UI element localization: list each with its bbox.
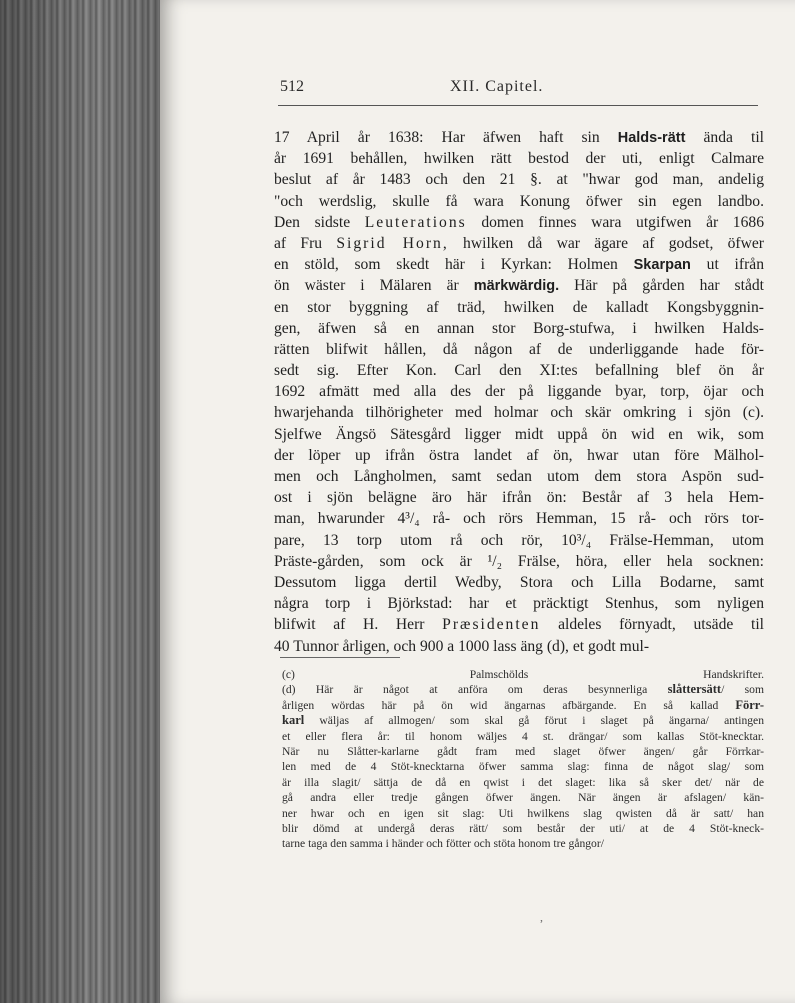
text-segment: rätten blifwit hållen, då någon af de underliggande hade för-: [274, 340, 764, 358]
text-segment: (d) Här är något at anföra om deras besynnerliga: [282, 683, 668, 697]
body-line: [274, 169, 764, 190]
bold-term: karl: [282, 713, 305, 728]
text-segment: år 1691 behållen, hwilken rätt bestod der uti, enligt Calmare: [274, 150, 764, 168]
text-segment: men och Långholmen, samt sedan utom dem stora Aspön sud-: [274, 468, 764, 485]
body-line: [274, 614, 764, 635]
text-segment: Sjelfwe Ängsö Sätesgård ligger midt uppå ön wid en wik, som: [274, 425, 764, 443]
body-line: [274, 424, 764, 445]
book-edge-shadow: [0, 0, 160, 1003]
footnote-line: [282, 729, 764, 744]
text-segment: blifwit af H. Herr: [274, 616, 443, 634]
footnote-separator: [280, 657, 400, 658]
body-line: [274, 191, 764, 212]
bold-term: Förr-: [735, 697, 764, 712]
text-segment: beslut af år 1483 och den 21 §. at "hwar god man, andelig: [274, 171, 764, 189]
text-segment: len med de 4 Stöt-knecktarna öfwer samma slag: finna de något slag/ som: [282, 760, 764, 774]
text-segment: ut ifrån: [690, 256, 764, 274]
body-line: [274, 339, 764, 360]
body-line: [274, 551, 764, 572]
text-segment: sedt sig. Efter Kon. Carl den XI:tes befallning blef ön år: [274, 362, 764, 380]
text-segment: gen, äfwen så en annan stor Borg-stufwa, i hwilken Halds-: [274, 319, 764, 337]
text-segment: hwarjehanda tilhörigheter med holmar och skär omkring i sjön (c).: [274, 404, 764, 422]
text-segment: af Fru: [274, 234, 337, 252]
text-segment: domen finnes wara utgifwen år 1686: [466, 213, 764, 231]
body-line: [274, 254, 764, 275]
spaced-term: Leuterations: [364, 213, 467, 231]
text-segment: ön wäster i Mälaren är: [274, 277, 474, 295]
footnote-line: [282, 836, 764, 851]
text-segment: Den sidste: [274, 213, 365, 231]
main-body-text: [274, 127, 764, 657]
bold-term: Halds-rätt: [617, 130, 686, 146]
text-segment: pare, 13 torp utom rå och rör, 10³/₄ Frälse-Hemman, utom: [274, 531, 764, 549]
footnote-line: [282, 744, 764, 759]
text-segment: När nu Slåtter-karlarne gådt fram med slaget öfwer ängen/ går Förrkar-: [282, 744, 764, 758]
body-line: [274, 530, 764, 551]
spaced-term: Præsidenten: [442, 616, 541, 634]
chapter-title: XII. Capitel.: [450, 78, 544, 95]
body-line: [274, 593, 764, 614]
text-segment: ner hwar och en igen sit slag: Uti hwilkens slag qwisten då är satt/ han: [282, 806, 764, 820]
body-line: [274, 148, 764, 169]
text-segment: ost i sjön belägne äro här ifrån ön: Består af 3 hela Hem-: [274, 489, 764, 507]
text-segment: "och werdslig, skulle få wara Konung öfwer sin egen landbo.: [274, 192, 764, 210]
text-segment: Dessutom ligga dertil Wedby, Stora och Lilla Bodarne, samt: [274, 573, 764, 591]
text-segment: aldeles förnyadt, utsäde til: [540, 616, 764, 634]
body-line: [274, 402, 764, 423]
body-line: [274, 381, 764, 402]
body-line: [274, 297, 764, 318]
body-line: [274, 445, 764, 466]
bold-term: Skarpan: [633, 257, 691, 274]
body-line: [274, 466, 764, 487]
page-number: 512: [280, 78, 304, 95]
text-segment: en stor byggning af träd, hwilken de kalladt Kongsbyggnin-: [274, 298, 764, 316]
footnote-line: [282, 667, 764, 682]
body-line: [274, 318, 764, 339]
footnote-line: [282, 806, 764, 821]
text-segment: en stöld, som skedt här i Kyrkan: Holmen: [274, 256, 634, 274]
footnote-line: [282, 698, 764, 713]
body-line: [274, 233, 764, 254]
text-segment: der löper up ifrån östra landet af ön, hwar utan före Mälhol-: [274, 446, 764, 464]
text-segment: hwilken då war ägare af godset, öfwer: [448, 234, 765, 252]
bold-term: slåttersätt: [667, 682, 722, 697]
footnote-line: [282, 759, 764, 774]
footnotes: [282, 667, 764, 852]
text-segment: 17 April år 1638: Har äfwen haft sin: [274, 129, 618, 146]
body-line: [274, 212, 764, 233]
text-segment: 1692 afmätt med alla des der på liggande byar, torp, öjar och: [274, 383, 764, 401]
text-segment: några torp i Björkstad: har et präcktigt Stenhus, som nyligen: [274, 595, 764, 613]
text-segment: man, hwarunder 4³/₄ rå- och rörs Hemman, 15 rå- och rörs tor-: [274, 510, 764, 528]
body-line: [274, 487, 764, 508]
text-segment: et eller flera år: til honom wäljes 4 st. drängar/ som kallas Stöt-knecktar.: [282, 729, 764, 743]
text-segment: Här på gården har stådt: [559, 277, 765, 295]
stray-ink-mark: ,: [540, 910, 543, 924]
text-segment: ända til: [685, 129, 764, 146]
footnote-line: [282, 821, 764, 836]
text-segment: Präste-gården, som ock är ¹/₂ Frälse, höra, eller hela socknen:: [274, 552, 764, 570]
text-segment: är illa slagit/ sättja de då en qwist i det slaget: lika så sker det/ när de: [282, 775, 764, 789]
text-segment: årligen wördas här på ön wid ängarnas afbärgande. En så kallad: [282, 698, 736, 712]
spaced-term: Sigrid Horn,: [336, 234, 449, 252]
body-line: [274, 360, 764, 381]
body-line: [274, 636, 764, 657]
body-line: [274, 127, 764, 148]
footnote-line: [282, 713, 764, 728]
text-segment: blir dömd at undergå deras rätt/ som består der uti/ at de 4 Stöt-kneck-: [282, 821, 764, 835]
book-page: [160, 0, 795, 1003]
running-header: [280, 78, 760, 100]
text-segment: 40 Tunnor årligen, och 900 a 1000 lass äng (d), et godt mul-: [274, 637, 650, 655]
text-segment: tarne taga den samma i händer och fötter och stöta honom tre gångor/: [282, 837, 604, 851]
body-line: [274, 275, 764, 296]
header-rule: [278, 105, 758, 106]
footnote-line: [282, 790, 764, 805]
footnote-line: [282, 775, 764, 790]
body-line: [274, 572, 764, 593]
footnote-line: [282, 682, 764, 697]
text-segment: wäljas af allmogen/ som skal gå förut i slaget på ängarna/ antingen: [304, 714, 764, 728]
bold-term: märkwärdig.: [473, 278, 560, 295]
text-segment: gå andra eller tredje gången öfwer ängen. När ängen är afslagen/ kän-: [282, 791, 764, 805]
body-line: [274, 508, 764, 529]
text-segment: / som: [721, 683, 764, 697]
text-segment: (c) Palmschölds Handskrifter.: [282, 668, 764, 681]
